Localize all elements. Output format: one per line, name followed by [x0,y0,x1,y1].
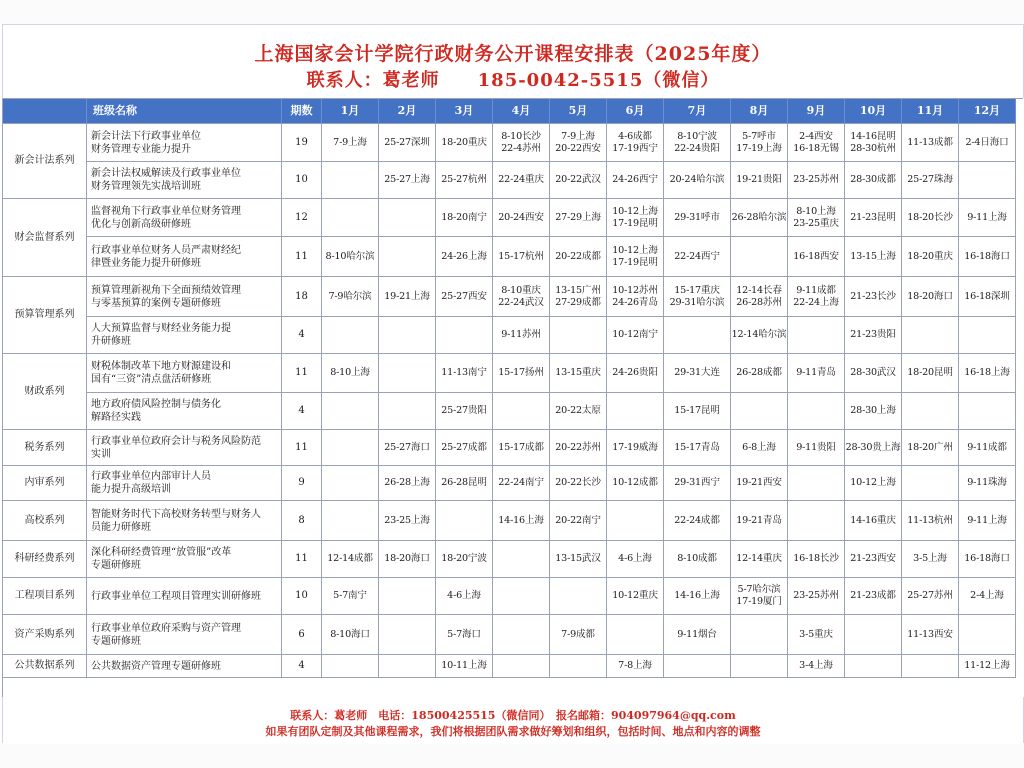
schedule-cell: 11-12上海 [959,655,1016,678]
schedule-cell: 22-24西宁 [664,237,731,277]
schedule-cell: 19-21青岛 [731,501,788,541]
header-cell: 10月 [845,99,902,124]
schedule-cell: 25-27西安 [436,277,493,317]
schedule-cell [550,317,607,354]
course-name-cell: 财税体制改革下地方财源建设和 国有“三资”清点盘活研修班 [87,354,282,393]
schedule-cell [664,655,731,678]
footer [2,697,1024,743]
schedule-cell: 22-24成都 [664,501,731,541]
sessions-cell: 6 [282,615,322,655]
schedule-cell [550,655,607,678]
schedule-cell: 11-13南宁 [436,354,493,393]
schedule-cell: 8-10上海 [322,354,379,393]
schedule-cell: 3-5上海 [902,541,959,578]
header-cell: 班级名称 [87,99,282,124]
schedule-cell: 16-18深圳 [959,277,1016,317]
schedule-cell: 10-12上海 [845,466,902,501]
sessions-cell: 4 [282,317,322,354]
schedule-cell [322,199,379,237]
schedule-cell: 25-27上海 [379,162,436,199]
schedule-cell [902,466,959,501]
course-name-cell: 地方政府债风险控制与债务化 解路径实践 [87,393,282,430]
schedule-cell [493,393,550,430]
schedule-cell [322,430,379,466]
schedule-cell: 9-11上海 [959,199,1016,237]
schedule-cell [959,393,1016,430]
schedule-cell [379,317,436,354]
sessions-cell: 18 [282,277,322,317]
category-cell: 税务系列 [3,430,87,466]
sessions-cell: 11 [282,430,322,466]
schedule-cell [959,615,1016,655]
schedule-cell: 6-8上海 [731,430,788,466]
schedule-cell: 22-24南宁 [493,466,550,501]
schedule-cell: 15-17青岛 [664,430,731,466]
header-cell: 3月 [436,99,493,124]
category-cell: 工程项目系列 [3,578,87,615]
course-name-cell: 监督视角下行政事业单位财务管理 优化与创新高级研修班 [87,199,282,237]
schedule-cell: 8-10成都 [664,541,731,578]
schedule-cell: 28-30武汉 [845,354,902,393]
schedule-cell [322,162,379,199]
schedule-cell: 15-17杭州 [493,237,550,277]
schedule-cell: 8-10重庆 22-24武汉 [493,277,550,317]
schedule-cell [322,317,379,354]
top-blurred-bar [0,0,1024,24]
schedule-cell: 9-11贵阳 [788,430,845,466]
schedule-cell [664,317,731,354]
schedule-cell: 14-16重庆 [845,501,902,541]
schedule-cell: 17-19威海 [607,430,664,466]
header-cell: 6月 [607,99,664,124]
schedule-cell: 4-6上海 [607,541,664,578]
footer-note: 如果有团队定制及其他课程需求，我们将根据团队需求做好筹划和组织，包括时间、地点和内容的调整 [265,725,761,738]
schedule-cell [379,199,436,237]
schedule-cell [379,655,436,678]
schedule-cell: 25-27成都 [436,430,493,466]
schedule-cell [379,237,436,277]
course-name-cell: 行政事业单位政府采购与资产管理 专题研修班 [87,615,282,655]
schedule-cell: 10-11上海 [436,655,493,678]
schedule-cell: 9-11成都 [959,430,1016,466]
schedule-cell: 2-4西安 16-18无锡 [788,124,845,162]
category-cell: 资产采购系列 [3,615,87,655]
schedule-cell: 7-8上海 [607,655,664,678]
schedule-cell: 20-22成都 [550,237,607,277]
schedule-cell [322,466,379,501]
schedule-cell [731,615,788,655]
schedule-cell [436,317,493,354]
schedule-cell [845,615,902,655]
schedule-cell [322,501,379,541]
schedule-cell: 27-29上海 [550,199,607,237]
schedule-cell: 18-20昆明 [902,354,959,393]
category-cell: 财会监督系列 [3,199,87,277]
sessions-cell: 9 [282,466,322,501]
category-cell: 内审系列 [3,466,87,501]
sessions-cell: 12 [282,199,322,237]
schedule-cell: 26-28昆明 [436,466,493,501]
schedule-cell: 14-16上海 [664,578,731,615]
schedule-cell [902,317,959,354]
schedule-cell [959,317,1016,354]
schedule-cell [322,393,379,430]
category-cell: 公共数据系列 [3,655,87,678]
schedule-cell [493,615,550,655]
schedule-table [2,98,1023,698]
header-cell: 7月 [664,99,731,124]
page-title: 上海国家会计学院行政财务公开课程安排表（2025年度） [254,43,772,65]
course-name-cell: 行政事业单位政府会计与税务风险防范 实训 [87,430,282,466]
header-cell [3,99,87,124]
schedule-cell: 5-7呼市 17-19上海 [731,124,788,162]
schedule-cell: 25-27深圳 [379,124,436,162]
schedule-cell: 25-27海口 [379,430,436,466]
schedule-cell [607,393,664,430]
schedule-cell: 25-27杭州 [436,162,493,199]
schedule-cell: 26-28哈尔滨 [731,199,788,237]
schedule-cell: 16-18上海 [959,354,1016,393]
schedule-cell: 18-20重庆 [436,124,493,162]
schedule-cell: 7-9成都 [550,615,607,655]
schedule-cell: 7-9上海 20-22西安 [550,124,607,162]
schedule-cell: 10-12苏州 24-26青岛 [607,277,664,317]
schedule-cell [493,655,550,678]
schedule-cell: 7-9上海 [322,124,379,162]
schedule-cell [788,317,845,354]
schedule-cell: 10-12成都 [607,466,664,501]
schedule-cell [731,393,788,430]
schedule-cell: 20-22苏州 [550,430,607,466]
schedule-cell: 18-20海口 [379,541,436,578]
schedule-cell: 16-18海口 [959,237,1016,277]
course-name-cell: 行政事业单位工程项目管理实训研修班 [87,578,282,615]
header-cell: 11月 [902,99,959,124]
category-cell: 财政系列 [3,354,87,430]
schedule-cell: 10-12上海 17-19昆明 [607,237,664,277]
schedule-cell [731,655,788,678]
schedule-cell: 16-18西安 [788,237,845,277]
course-name-cell: 新会计法下行政事业单位 财务管理专业能力提升 [87,124,282,162]
schedule-cell: 29-31呼市 [664,199,731,237]
schedule-cell: 24-26西宁 [607,162,664,199]
sessions-cell: 11 [282,541,322,578]
schedule-cell: 24-26贵阳 [607,354,664,393]
header-cell: 9月 [788,99,845,124]
schedule-cell: 18-20重庆 [902,237,959,277]
schedule-cell: 21-23长沙 [845,277,902,317]
schedule-cell: 18-20长沙 [902,199,959,237]
schedule-cell: 12-14成都 [322,541,379,578]
schedule-cell: 18-20广州 [902,430,959,466]
course-name-cell: 公共数据资产管理专题研修班 [87,655,282,678]
schedule-cell [731,237,788,277]
schedule-cell: 25-27贵阳 [436,393,493,430]
schedule-cell: 11-13成都 [902,124,959,162]
course-name-cell: 新会计法权威解读及行政事业单位 财务管理领先实战培训班 [87,162,282,199]
schedule-cell: 11-13西安 [902,615,959,655]
schedule-cell [379,393,436,430]
sessions-cell: 10 [282,162,322,199]
schedule-cell: 3-4上海 [788,655,845,678]
schedule-cell: 18-20宁波 [436,541,493,578]
schedule-cell: 18-20海口 [902,277,959,317]
schedule-cell [436,501,493,541]
schedule-cell: 9-11成都 22-24上海 [788,277,845,317]
schedule-cell: 8-10宁波 22-24贵阳 [664,124,731,162]
schedule-cell: 8-10上海 23-25重庆 [788,199,845,237]
schedule-cell: 5-7南宁 [322,578,379,615]
schedule-cell: 10-12南宁 [607,317,664,354]
schedule-cell [493,578,550,615]
header-cell: 期数 [282,99,322,124]
schedule-cell: 28-30贵上海 [845,430,902,466]
schedule-cell: 20-24西安 [493,199,550,237]
schedule-cell: 8-10长沙 22-4苏州 [493,124,550,162]
schedule-cell [607,615,664,655]
sessions-cell: 10 [282,578,322,615]
header-cell: 12月 [959,99,1016,124]
schedule-cell: 12-14哈尔滨 [731,317,788,354]
schedule-cell: 23-25上海 [379,501,436,541]
schedule-cell: 12-14长春 26-28苏州 [731,277,788,317]
schedule-cell: 15-17重庆 29-31哈尔滨 [664,277,731,317]
schedule-cell: 13-15重庆 [550,354,607,393]
schedule-cell [788,501,845,541]
schedule-cell: 26-28上海 [379,466,436,501]
schedule-cell: 24-26上海 [436,237,493,277]
schedule-cell: 19-21西安 [731,466,788,501]
schedule-cell: 20-22太原 [550,393,607,430]
sessions-cell: 19 [282,124,322,162]
header-cell: 1月 [322,99,379,124]
schedule-cell [845,655,902,678]
schedule-cell: 25-27珠海 [902,162,959,199]
sessions-cell: 11 [282,354,322,393]
schedule-cell: 7-9哈尔滨 [322,277,379,317]
schedule-cell [788,466,845,501]
header-cell: 2月 [379,99,436,124]
schedule-cell: 13-15武汉 [550,541,607,578]
schedule-cell: 20-22长沙 [550,466,607,501]
header-cell: 5月 [550,99,607,124]
schedule-cell: 20-22南宁 [550,501,607,541]
schedule-cell [902,655,959,678]
schedule-cell: 14-16上海 [493,501,550,541]
contact-header: 联系人：葛老师 185-0042-5515（微信） [306,70,720,91]
category-cell: 预算管理系列 [3,277,87,354]
course-name-cell: 人大预算监督与财经业务能力提 升研修班 [87,317,282,354]
schedule-cell: 21-23成都 [845,578,902,615]
schedule-cell: 9-11珠海 [959,466,1016,501]
course-name-cell: 智能财务时代下高校财务转型与财务人 员能力研修班 [87,501,282,541]
schedule-cell [379,578,436,615]
schedule-cell [493,541,550,578]
schedule-cell: 13-15广州 27-29成都 [550,277,607,317]
header-cell: 8月 [731,99,788,124]
schedule-cell [959,162,1016,199]
schedule-cell: 28-30成都 [845,162,902,199]
schedule-cell: 9-11烟台 [664,615,731,655]
course-name-cell: 深化科研经费管理“放管服”改革 专题研修班 [87,541,282,578]
schedule-cell: 2-4上海 [959,578,1016,615]
schedule-cell: 4-6上海 [436,578,493,615]
schedule-cell: 15-17扬州 [493,354,550,393]
schedule-cell: 28-30上海 [845,393,902,430]
header-cell: 4月 [493,99,550,124]
schedule-cell: 9-11上海 [959,501,1016,541]
schedule-cell: 20-24哈尔滨 [664,162,731,199]
schedule-cell: 4-6成都 17-19西宁 [607,124,664,162]
schedule-cell: 23-25苏州 [788,578,845,615]
sessions-cell: 8 [282,501,322,541]
category-cell: 高校系列 [3,501,87,541]
schedule-cell: 15-17昆明 [664,393,731,430]
schedule-cell [550,578,607,615]
schedule-cell: 3-5重庆 [788,615,845,655]
sessions-cell: 11 [282,237,322,277]
title-box [2,24,1024,98]
schedule-cell: 8-10哈尔滨 [322,237,379,277]
schedule-cell: 26-28成都 [731,354,788,393]
schedule-cell: 10-12重庆 [607,578,664,615]
schedule-cell: 29-31西宁 [664,466,731,501]
schedule-cell: 8-10海口 [322,615,379,655]
schedule-cell: 21-23昆明 [845,199,902,237]
schedule-cell: 14-16昆明 28-30杭州 [845,124,902,162]
schedule-cell: 19-21贵阳 [731,162,788,199]
footer-contact: 联系人：葛老师 电话：18500425515（微信同） 报名邮箱：904097964@qq.com [290,709,736,722]
schedule-cell: 21-23贵阳 [845,317,902,354]
course-name-cell: 行政事业单位财务人员严肃财经纪 律暨业务能力提升研修班 [87,237,282,277]
schedule-cell [788,393,845,430]
schedule-cell: 15-17成都 [493,430,550,466]
schedule-cell: 9-11青岛 [788,354,845,393]
schedule-cell [379,354,436,393]
category-cell: 新会计法系列 [3,124,87,199]
course-name-cell: 预算管理新视角下全面预绩效管理 与零基预算的案例专题研修班 [87,277,282,317]
schedule-cell: 20-22武汉 [550,162,607,199]
schedule-cell: 29-31大连 [664,354,731,393]
schedule-cell: 21-23西安 [845,541,902,578]
schedule-cell: 11-13杭州 [902,501,959,541]
schedule-cell: 13-15上海 [845,237,902,277]
schedule-cell [322,655,379,678]
schedule-cell: 18-20南宁 [436,199,493,237]
course-name-cell: 行政事业单位内部审计人员 能力提升高级培训 [87,466,282,501]
schedule-cell [379,615,436,655]
bottom-blurred-bar [0,744,1024,768]
category-cell: 科研经费系列 [3,541,87,578]
schedule-cell: 23-25苏州 [788,162,845,199]
schedule-cell: 10-12上海 17-19昆明 [607,199,664,237]
schedule-cell: 12-14重庆 [731,541,788,578]
schedule-cell: 19-21上海 [379,277,436,317]
sessions-cell: 4 [282,393,322,430]
sessions-cell: 4 [282,655,322,678]
schedule-cell: 5-7哈尔滨 17-19厦门 [731,578,788,615]
schedule-cell [902,393,959,430]
schedule-cell: 5-7海口 [436,615,493,655]
schedule-cell: 22-24重庆 [493,162,550,199]
schedule-cell: 9-11苏州 [493,317,550,354]
schedule-cell: 16-18海口 [959,541,1016,578]
schedule-cell: 25-27苏州 [902,578,959,615]
schedule-cell [607,501,664,541]
schedule-cell: 2-4日海口 [959,124,1016,162]
schedule-cell: 16-18长沙 [788,541,845,578]
